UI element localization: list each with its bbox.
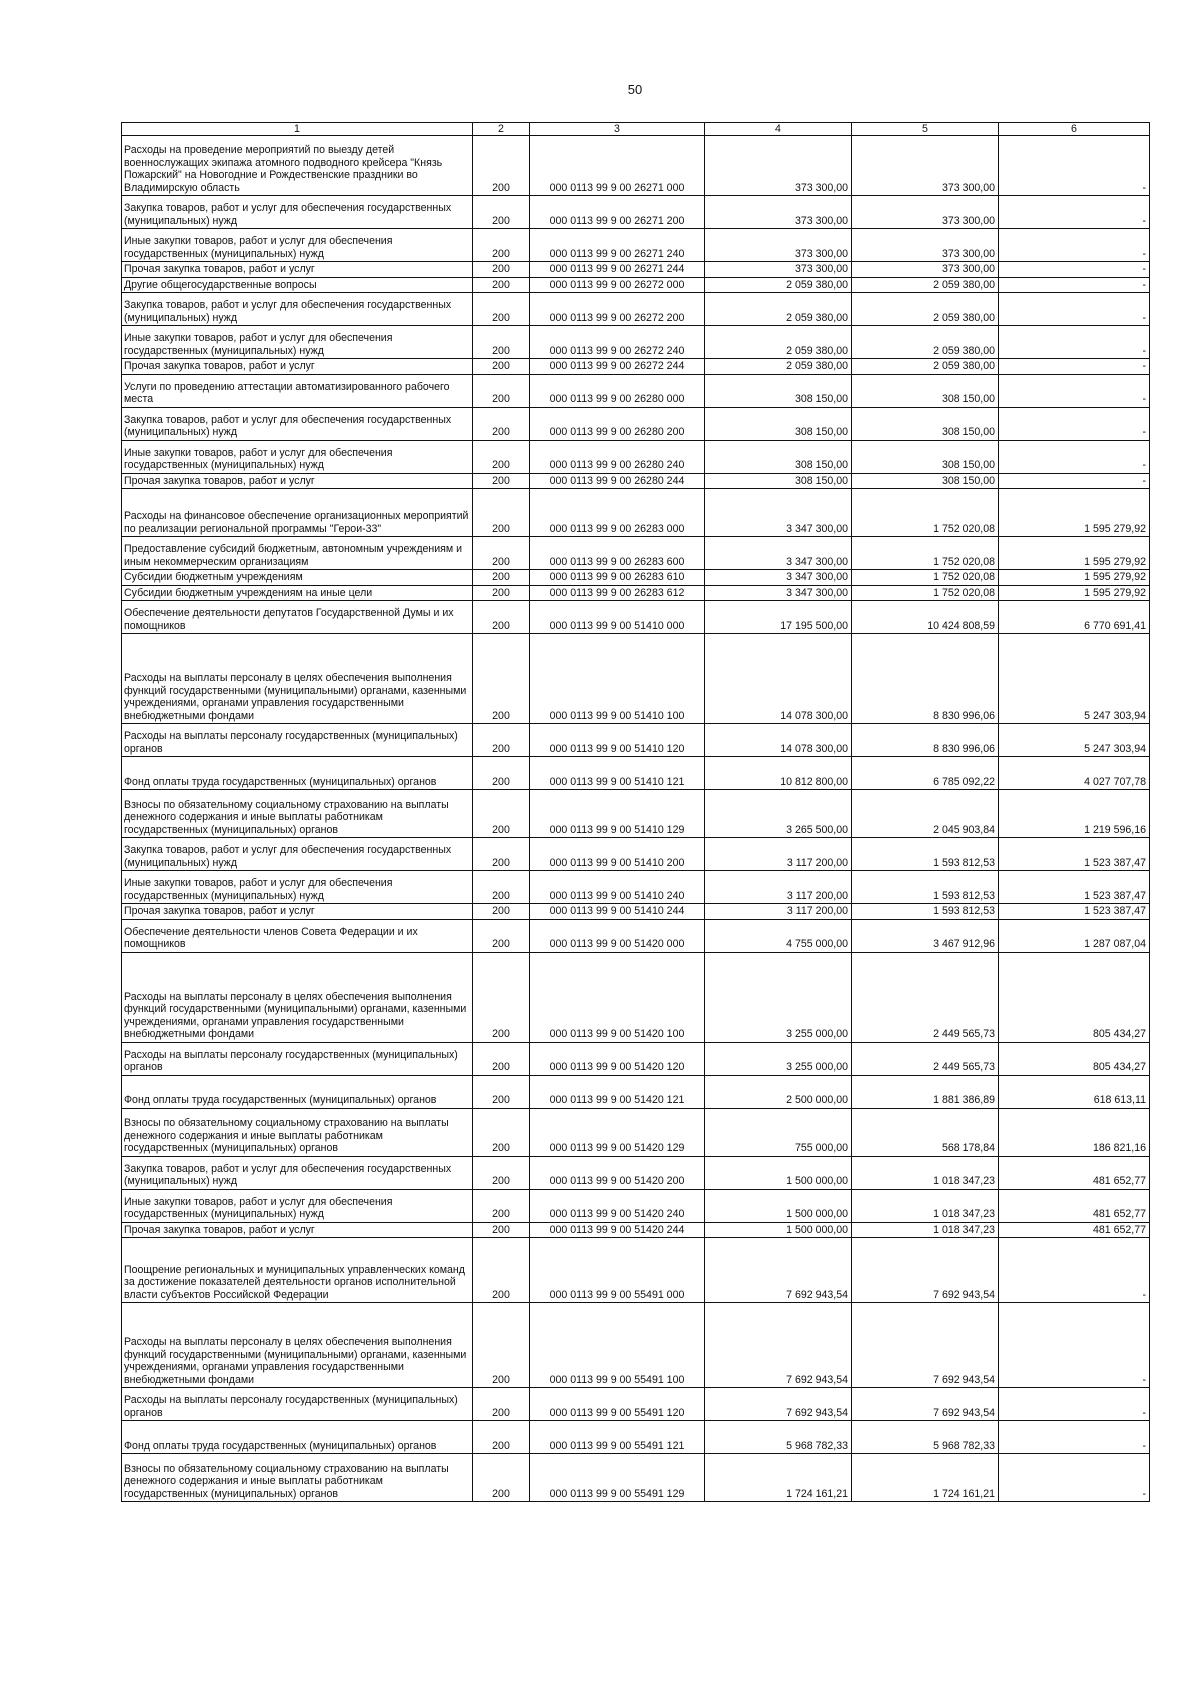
table-row bbox=[122, 359, 1150, 375]
row-name-cell: Субсидии бюджетным учреждениям на иные цели bbox=[122, 585, 473, 601]
row-name-cell: Расходы на выплаты персоналу в целях обеспечения выполнения функций государственными (муниципальными) органами, казенными учреждениями, органами управления государственными внебюджетными фондами bbox=[122, 634, 473, 724]
row-fact-cell: 5 968 782,33 bbox=[852, 1421, 999, 1454]
row-fact-cell: 1 752 020,08 bbox=[852, 585, 999, 601]
row-plan-cell: 373 300,00 bbox=[705, 196, 852, 229]
row-rest-cell: 805 434,27 bbox=[999, 952, 1150, 1042]
row-kbk-cell: 000 0113 99 9 00 26271 000 bbox=[530, 136, 705, 196]
row-rest-cell: 481 652,77 bbox=[999, 1222, 1150, 1238]
row-rest-cell: - bbox=[999, 374, 1150, 407]
row-rest-cell: - bbox=[999, 359, 1150, 375]
row-kbk-cell: 000 0113 99 9 00 26272 240 bbox=[530, 326, 705, 359]
row-code-cell: 200 bbox=[473, 570, 530, 586]
table-row bbox=[122, 1108, 1150, 1156]
row-fact-cell: 2 045 903,84 bbox=[852, 790, 999, 838]
row-kbk-cell: 000 0113 99 9 00 51420 120 bbox=[530, 1042, 705, 1075]
row-fact-cell: 308 150,00 bbox=[852, 374, 999, 407]
row-rest-cell: - bbox=[999, 326, 1150, 359]
row-code-cell: 200 bbox=[473, 1189, 530, 1222]
row-rest-cell: - bbox=[999, 136, 1150, 196]
row-fact-cell: 6 785 092,22 bbox=[852, 757, 999, 790]
row-rest-cell: 481 652,77 bbox=[999, 1156, 1150, 1189]
row-name-cell: Закупка товаров, работ и услуг для обеспечения государственных (муниципальных) нужд bbox=[122, 407, 473, 440]
row-name-cell: Иные закупки товаров, работ и услуг для обеспечения государственных (муниципальных) нужд bbox=[122, 326, 473, 359]
row-name-cell: Фонд оплаты труда государственных (муниципальных) органов bbox=[122, 1075, 473, 1108]
row-rest-cell: 805 434,27 bbox=[999, 1042, 1150, 1075]
row-code-cell: 200 bbox=[473, 1156, 530, 1189]
row-kbk-cell: 000 0113 99 9 00 51410 000 bbox=[530, 601, 705, 634]
row-kbk-cell: 000 0113 99 9 00 26283 000 bbox=[530, 489, 705, 537]
row-name-cell: Закупка товаров, работ и услуг для обеспечения государственных (муниципальных) нужд bbox=[122, 1156, 473, 1189]
row-plan-cell: 373 300,00 bbox=[705, 229, 852, 262]
row-kbk-cell: 000 0113 99 9 00 26272 244 bbox=[530, 359, 705, 375]
row-name-cell: Закупка товаров, работ и услуг для обеспечения государственных (муниципальных) нужд bbox=[122, 293, 473, 326]
row-kbk-cell: 000 0113 99 9 00 51420 200 bbox=[530, 1156, 705, 1189]
row-kbk-cell: 000 0113 99 9 00 51420 100 bbox=[530, 952, 705, 1042]
table-row bbox=[122, 1388, 1150, 1421]
row-kbk-cell: 000 0113 99 9 00 26271 200 bbox=[530, 196, 705, 229]
row-fact-cell: 2 059 380,00 bbox=[852, 277, 999, 293]
row-kbk-cell: 000 0113 99 9 00 55491 121 bbox=[530, 1421, 705, 1454]
row-kbk-cell: 000 0113 99 9 00 55491 120 bbox=[530, 1388, 705, 1421]
row-rest-cell: - bbox=[999, 1454, 1150, 1502]
row-plan-cell: 1 724 161,21 bbox=[705, 1454, 852, 1502]
row-fact-cell: 1 018 347,23 bbox=[852, 1189, 999, 1222]
row-name-cell: Субсидии бюджетным учреждениям bbox=[122, 570, 473, 586]
row-plan-cell: 373 300,00 bbox=[705, 136, 852, 196]
row-kbk-cell: 000 0113 99 9 00 26271 244 bbox=[530, 262, 705, 278]
table-row bbox=[122, 570, 1150, 586]
table-row bbox=[122, 1222, 1150, 1238]
row-plan-cell: 755 000,00 bbox=[705, 1108, 852, 1156]
table-row bbox=[122, 952, 1150, 1042]
table-row bbox=[122, 724, 1150, 757]
row-name-cell: Закупка товаров, работ и услуг для обеспечения государственных (муниципальных) нужд bbox=[122, 196, 473, 229]
row-fact-cell: 1 018 347,23 bbox=[852, 1156, 999, 1189]
row-fact-cell: 7 692 943,54 bbox=[852, 1388, 999, 1421]
row-kbk-cell: 000 0113 99 9 00 51410 121 bbox=[530, 757, 705, 790]
row-kbk-cell: 000 0113 99 9 00 26280 240 bbox=[530, 440, 705, 473]
row-kbk-cell: 000 0113 99 9 00 26272 000 bbox=[530, 277, 705, 293]
row-name-cell: Обеспечение деятельности депутатов Государственной Думы и их помощников bbox=[122, 601, 473, 634]
row-kbk-cell: 000 0113 99 9 00 55491 100 bbox=[530, 1303, 705, 1388]
row-kbk-cell: 000 0113 99 9 00 26280 244 bbox=[530, 473, 705, 489]
row-fact-cell: 373 300,00 bbox=[852, 229, 999, 262]
row-code-cell: 200 bbox=[473, 326, 530, 359]
row-kbk-cell: 000 0113 99 9 00 26283 612 bbox=[530, 585, 705, 601]
row-plan-cell: 1 500 000,00 bbox=[705, 1156, 852, 1189]
row-rest-cell: - bbox=[999, 1421, 1150, 1454]
row-code-cell: 200 bbox=[473, 919, 530, 952]
row-kbk-cell: 000 0113 99 9 00 26283 610 bbox=[530, 570, 705, 586]
row-fact-cell: 8 830 996,06 bbox=[852, 634, 999, 724]
row-fact-cell: 1 752 020,08 bbox=[852, 489, 999, 537]
row-name-cell: Закупка товаров, работ и услуг для обеспечения государственных (муниципальных) нужд bbox=[122, 838, 473, 871]
table-row bbox=[122, 1421, 1150, 1454]
row-code-cell: 200 bbox=[473, 537, 530, 570]
table-row bbox=[122, 440, 1150, 473]
row-code-cell: 200 bbox=[473, 136, 530, 196]
table-row bbox=[122, 229, 1150, 262]
row-plan-cell: 1 500 000,00 bbox=[705, 1189, 852, 1222]
table-row bbox=[122, 326, 1150, 359]
row-rest-cell: - bbox=[999, 407, 1150, 440]
row-rest-cell: 1 523 387,47 bbox=[999, 838, 1150, 871]
row-name-cell: Расходы на проведение мероприятий по выезду детей военнослужащих экипажа атомного подводного крейсера "Князь Пожарский" на Новогодние и Рождественские праздники во Владимирскую область bbox=[122, 136, 473, 196]
table-row bbox=[122, 293, 1150, 326]
row-fact-cell: 308 150,00 bbox=[852, 440, 999, 473]
row-rest-cell: 1 595 279,92 bbox=[999, 585, 1150, 601]
row-name-cell: Иные закупки товаров, работ и услуг для обеспечения государственных (муниципальных) нужд bbox=[122, 871, 473, 904]
row-code-cell: 200 bbox=[473, 904, 530, 920]
row-kbk-cell: 000 0113 99 9 00 51410 100 bbox=[530, 634, 705, 724]
table-row bbox=[122, 374, 1150, 407]
row-name-cell: Услуги по проведению аттестации автоматизированного рабочего места bbox=[122, 374, 473, 407]
row-name-cell: Прочая закупка товаров, работ и услуг bbox=[122, 262, 473, 278]
row-fact-cell: 308 150,00 bbox=[852, 407, 999, 440]
row-rest-cell: 1 523 387,47 bbox=[999, 871, 1150, 904]
row-rest-cell: 6 770 691,41 bbox=[999, 601, 1150, 634]
row-code-cell: 200 bbox=[473, 952, 530, 1042]
row-code-cell: 200 bbox=[473, 473, 530, 489]
table-row bbox=[122, 1156, 1150, 1189]
row-kbk-cell: 000 0113 99 9 00 51420 244 bbox=[530, 1222, 705, 1238]
row-fact-cell: 8 830 996,06 bbox=[852, 724, 999, 757]
row-plan-cell: 2 059 380,00 bbox=[705, 359, 852, 375]
row-name-cell: Расходы на выплаты персоналу в целях обеспечения выполнения функций государственными (муниципальными) органами, казенными учреждениями, органами управления государственными внебюджетными фондами bbox=[122, 952, 473, 1042]
table-row bbox=[122, 585, 1150, 601]
row-plan-cell: 3 347 300,00 bbox=[705, 489, 852, 537]
row-rest-cell: 1 595 279,92 bbox=[999, 537, 1150, 570]
row-fact-cell: 2 059 380,00 bbox=[852, 326, 999, 359]
row-fact-cell: 1 593 812,53 bbox=[852, 871, 999, 904]
table-row bbox=[122, 1042, 1150, 1075]
row-rest-cell: 4 027 707,78 bbox=[999, 757, 1150, 790]
table-row bbox=[122, 473, 1150, 489]
row-kbk-cell: 000 0113 99 9 00 26283 600 bbox=[530, 537, 705, 570]
row-rest-cell: 1 219 596,16 bbox=[999, 790, 1150, 838]
row-name-cell: Расходы на выплаты персоналу государственных (муниципальных) органов bbox=[122, 1042, 473, 1075]
row-rest-cell: - bbox=[999, 473, 1150, 489]
row-fact-cell: 1 752 020,08 bbox=[852, 537, 999, 570]
row-plan-cell: 3 117 200,00 bbox=[705, 871, 852, 904]
row-name-cell: Фонд оплаты труда государственных (муниципальных) органов bbox=[122, 757, 473, 790]
row-name-cell: Другие общегосударственные вопросы bbox=[122, 277, 473, 293]
row-code-cell: 200 bbox=[473, 229, 530, 262]
row-code-cell: 200 bbox=[473, 634, 530, 724]
row-fact-cell: 373 300,00 bbox=[852, 196, 999, 229]
row-code-cell: 200 bbox=[473, 440, 530, 473]
row-fact-cell: 10 424 808,59 bbox=[852, 601, 999, 634]
row-rest-cell: 1 287 087,04 bbox=[999, 919, 1150, 952]
table-row bbox=[122, 634, 1150, 724]
row-code-cell: 200 bbox=[473, 293, 530, 326]
table-row bbox=[122, 196, 1150, 229]
row-plan-cell: 17 195 500,00 bbox=[705, 601, 852, 634]
row-rest-cell: - bbox=[999, 277, 1150, 293]
budget-execution-table bbox=[121, 122, 1150, 1502]
row-fact-cell: 1 593 812,53 bbox=[852, 838, 999, 871]
row-fact-cell: 2 449 565,73 bbox=[852, 1042, 999, 1075]
row-rest-cell: - bbox=[999, 1238, 1150, 1303]
column-number-row bbox=[122, 123, 1150, 136]
row-code-cell: 200 bbox=[473, 407, 530, 440]
row-rest-cell: 5 247 303,94 bbox=[999, 634, 1150, 724]
row-name-cell: Предоставление субсидий бюджетным, автономным учреждениям и иным некоммерческим организациям bbox=[122, 537, 473, 570]
row-plan-cell: 3 347 300,00 bbox=[705, 537, 852, 570]
row-name-cell: Расходы на выплаты персоналу в целях обеспечения выполнения функций государственными (муниципальными) органами, казенными учреждениями, органами управления государственными внебюджетными фондами bbox=[122, 1303, 473, 1388]
row-rest-cell: - bbox=[999, 229, 1150, 262]
row-name-cell: Поощрение региональных и муниципальных управленческих команд за достижение показателей деятельности органов исполнительной власти субъектов Российской Федерации bbox=[122, 1238, 473, 1303]
row-name-cell: Иные закупки товаров, работ и услуг для обеспечения государственных (муниципальных) нужд bbox=[122, 440, 473, 473]
row-code-cell: 200 bbox=[473, 277, 530, 293]
row-rest-cell: 618 613,11 bbox=[999, 1075, 1150, 1108]
row-kbk-cell: 000 0113 99 9 00 55491 129 bbox=[530, 1454, 705, 1502]
row-fact-cell: 2 059 380,00 bbox=[852, 293, 999, 326]
row-fact-cell: 2 449 565,73 bbox=[852, 952, 999, 1042]
row-rest-cell: - bbox=[999, 1388, 1150, 1421]
table-row bbox=[122, 407, 1150, 440]
row-plan-cell: 2 059 380,00 bbox=[705, 277, 852, 293]
row-name-cell: Иные закупки товаров, работ и услуг для обеспечения государственных (муниципальных) нужд bbox=[122, 1189, 473, 1222]
row-fact-cell: 1 018 347,23 bbox=[852, 1222, 999, 1238]
row-fact-cell: 1 724 161,21 bbox=[852, 1454, 999, 1502]
row-kbk-cell: 000 0113 99 9 00 55491 000 bbox=[530, 1238, 705, 1303]
row-fact-cell: 1 881 386,89 bbox=[852, 1075, 999, 1108]
row-fact-cell: 1 593 812,53 bbox=[852, 904, 999, 920]
row-code-cell: 200 bbox=[473, 1388, 530, 1421]
row-plan-cell: 3 347 300,00 bbox=[705, 570, 852, 586]
column-header: 4 bbox=[705, 123, 852, 136]
row-code-cell: 200 bbox=[473, 262, 530, 278]
row-plan-cell: 3 265 500,00 bbox=[705, 790, 852, 838]
row-code-cell: 200 bbox=[473, 1075, 530, 1108]
row-fact-cell: 7 692 943,54 bbox=[852, 1238, 999, 1303]
row-rest-cell: 1 523 387,47 bbox=[999, 904, 1150, 920]
row-plan-cell: 14 078 300,00 bbox=[705, 634, 852, 724]
row-name-cell: Прочая закупка товаров, работ и услуг bbox=[122, 359, 473, 375]
row-name-cell: Взносы по обязательному социальному страхованию на выплаты денежного содержания и иные выплаты работникам государственных (муниципальных) органов bbox=[122, 1108, 473, 1156]
row-rest-cell: - bbox=[999, 440, 1150, 473]
row-rest-cell: 5 247 303,94 bbox=[999, 724, 1150, 757]
row-plan-cell: 308 150,00 bbox=[705, 407, 852, 440]
row-rest-cell: - bbox=[999, 1303, 1150, 1388]
row-name-cell: Фонд оплаты труда государственных (муниципальных) органов bbox=[122, 1421, 473, 1454]
row-kbk-cell: 000 0113 99 9 00 51410 240 bbox=[530, 871, 705, 904]
row-rest-cell: - bbox=[999, 196, 1150, 229]
row-code-cell: 200 bbox=[473, 585, 530, 601]
row-rest-cell: 1 595 279,92 bbox=[999, 570, 1150, 586]
row-code-cell: 200 bbox=[473, 1303, 530, 1388]
row-kbk-cell: 000 0113 99 9 00 51420 000 bbox=[530, 919, 705, 952]
table-row bbox=[122, 277, 1150, 293]
row-plan-cell: 3 347 300,00 bbox=[705, 585, 852, 601]
row-code-cell: 200 bbox=[473, 838, 530, 871]
row-plan-cell: 2 500 000,00 bbox=[705, 1075, 852, 1108]
row-code-cell: 200 bbox=[473, 724, 530, 757]
row-kbk-cell: 000 0113 99 9 00 51420 240 bbox=[530, 1189, 705, 1222]
table-row bbox=[122, 871, 1150, 904]
row-plan-cell: 2 059 380,00 bbox=[705, 293, 852, 326]
row-plan-cell: 7 692 943,54 bbox=[705, 1238, 852, 1303]
row-code-cell: 200 bbox=[473, 196, 530, 229]
row-rest-cell: 1 595 279,92 bbox=[999, 489, 1150, 537]
row-name-cell: Взносы по обязательному социальному страхованию на выплаты денежного содержания и иные выплаты работникам государственных (муниципальных) органов bbox=[122, 1454, 473, 1502]
row-plan-cell: 14 078 300,00 bbox=[705, 724, 852, 757]
table-row bbox=[122, 262, 1150, 278]
row-name-cell: Расходы на выплаты персоналу государственных (муниципальных) органов bbox=[122, 1388, 473, 1421]
row-name-cell: Взносы по обязательному социальному страхованию на выплаты денежного содержания и иные выплаты работникам государственных (муниципальных) органов bbox=[122, 790, 473, 838]
table-row bbox=[122, 1238, 1150, 1303]
column-header: 3 bbox=[530, 123, 705, 136]
column-header: 1 bbox=[122, 123, 473, 136]
row-name-cell: Расходы на выплаты персоналу государственных (муниципальных) органов bbox=[122, 724, 473, 757]
table-row bbox=[122, 1303, 1150, 1388]
table-row bbox=[122, 790, 1150, 838]
table-row bbox=[122, 1454, 1150, 1502]
table-row bbox=[122, 904, 1150, 920]
row-plan-cell: 10 812 800,00 bbox=[705, 757, 852, 790]
row-plan-cell: 2 059 380,00 bbox=[705, 326, 852, 359]
column-header: 2 bbox=[473, 123, 530, 136]
row-code-cell: 200 bbox=[473, 489, 530, 537]
row-plan-cell: 7 692 943,54 bbox=[705, 1388, 852, 1421]
row-plan-cell: 4 755 000,00 bbox=[705, 919, 852, 952]
row-fact-cell: 7 692 943,54 bbox=[852, 1303, 999, 1388]
row-fact-cell: 373 300,00 bbox=[852, 136, 999, 196]
row-rest-cell: - bbox=[999, 293, 1150, 326]
table-row bbox=[122, 1075, 1150, 1108]
column-header: 5 bbox=[852, 123, 999, 136]
row-name-cell: Прочая закупка товаров, работ и услуг bbox=[122, 1222, 473, 1238]
row-plan-cell: 3 117 200,00 bbox=[705, 904, 852, 920]
table-row bbox=[122, 757, 1150, 790]
row-rest-cell: - bbox=[999, 262, 1150, 278]
row-name-cell: Иные закупки товаров, работ и услуг для обеспечения государственных (муниципальных) нужд bbox=[122, 229, 473, 262]
row-rest-cell: 481 652,77 bbox=[999, 1189, 1150, 1222]
column-header: 6 bbox=[999, 123, 1150, 136]
row-kbk-cell: 000 0113 99 9 00 26271 240 bbox=[530, 229, 705, 262]
row-plan-cell: 5 968 782,33 bbox=[705, 1421, 852, 1454]
table-row bbox=[122, 601, 1150, 634]
row-name-cell: Прочая закупка товаров, работ и услуг bbox=[122, 473, 473, 489]
row-kbk-cell: 000 0113 99 9 00 51410 129 bbox=[530, 790, 705, 838]
row-fact-cell: 2 059 380,00 bbox=[852, 359, 999, 375]
row-kbk-cell: 000 0113 99 9 00 51420 121 bbox=[530, 1075, 705, 1108]
table-row bbox=[122, 838, 1150, 871]
row-kbk-cell: 000 0113 99 9 00 51410 244 bbox=[530, 904, 705, 920]
row-rest-cell: 186 821,16 bbox=[999, 1108, 1150, 1156]
row-plan-cell: 308 150,00 bbox=[705, 440, 852, 473]
row-code-cell: 200 bbox=[473, 1108, 530, 1156]
table-row bbox=[122, 136, 1150, 196]
row-code-cell: 200 bbox=[473, 1421, 530, 1454]
row-name-cell: Расходы на финансовое обеспечение организационных мероприятий по реализации региональной программы "Герои-33" bbox=[122, 489, 473, 537]
row-plan-cell: 373 300,00 bbox=[705, 262, 852, 278]
row-code-cell: 200 bbox=[473, 374, 530, 407]
row-code-cell: 200 bbox=[473, 871, 530, 904]
row-fact-cell: 3 467 912,96 bbox=[852, 919, 999, 952]
row-code-cell: 200 bbox=[473, 601, 530, 634]
table-row bbox=[122, 489, 1150, 537]
row-code-cell: 200 bbox=[473, 757, 530, 790]
row-kbk-cell: 000 0113 99 9 00 51410 120 bbox=[530, 724, 705, 757]
row-name-cell: Обеспечение деятельности членов Совета Федерации и их помощников bbox=[122, 919, 473, 952]
row-fact-cell: 308 150,00 bbox=[852, 473, 999, 489]
row-kbk-cell: 000 0113 99 9 00 26280 000 bbox=[530, 374, 705, 407]
table-row bbox=[122, 1189, 1150, 1222]
row-name-cell: Прочая закупка товаров, работ и услуг bbox=[122, 904, 473, 920]
row-kbk-cell: 000 0113 99 9 00 26272 200 bbox=[530, 293, 705, 326]
row-code-cell: 200 bbox=[473, 359, 530, 375]
table-row bbox=[122, 919, 1150, 952]
page-number: 50 bbox=[627, 82, 643, 97]
row-kbk-cell: 000 0113 99 9 00 51420 129 bbox=[530, 1108, 705, 1156]
row-plan-cell: 7 692 943,54 bbox=[705, 1303, 852, 1388]
row-plan-cell: 3 255 000,00 bbox=[705, 952, 852, 1042]
row-plan-cell: 3 117 200,00 bbox=[705, 838, 852, 871]
row-code-cell: 200 bbox=[473, 1238, 530, 1303]
row-fact-cell: 1 752 020,08 bbox=[852, 570, 999, 586]
row-code-cell: 200 bbox=[473, 1222, 530, 1238]
row-plan-cell: 308 150,00 bbox=[705, 473, 852, 489]
row-plan-cell: 308 150,00 bbox=[705, 374, 852, 407]
row-plan-cell: 3 255 000,00 bbox=[705, 1042, 852, 1075]
row-fact-cell: 373 300,00 bbox=[852, 262, 999, 278]
row-plan-cell: 1 500 000,00 bbox=[705, 1222, 852, 1238]
table-row bbox=[122, 537, 1150, 570]
row-fact-cell: 568 178,84 bbox=[852, 1108, 999, 1156]
row-code-cell: 200 bbox=[473, 1454, 530, 1502]
row-code-cell: 200 bbox=[473, 790, 530, 838]
row-kbk-cell: 000 0113 99 9 00 51410 200 bbox=[530, 838, 705, 871]
row-code-cell: 200 bbox=[473, 1042, 530, 1075]
row-kbk-cell: 000 0113 99 9 00 26280 200 bbox=[530, 407, 705, 440]
